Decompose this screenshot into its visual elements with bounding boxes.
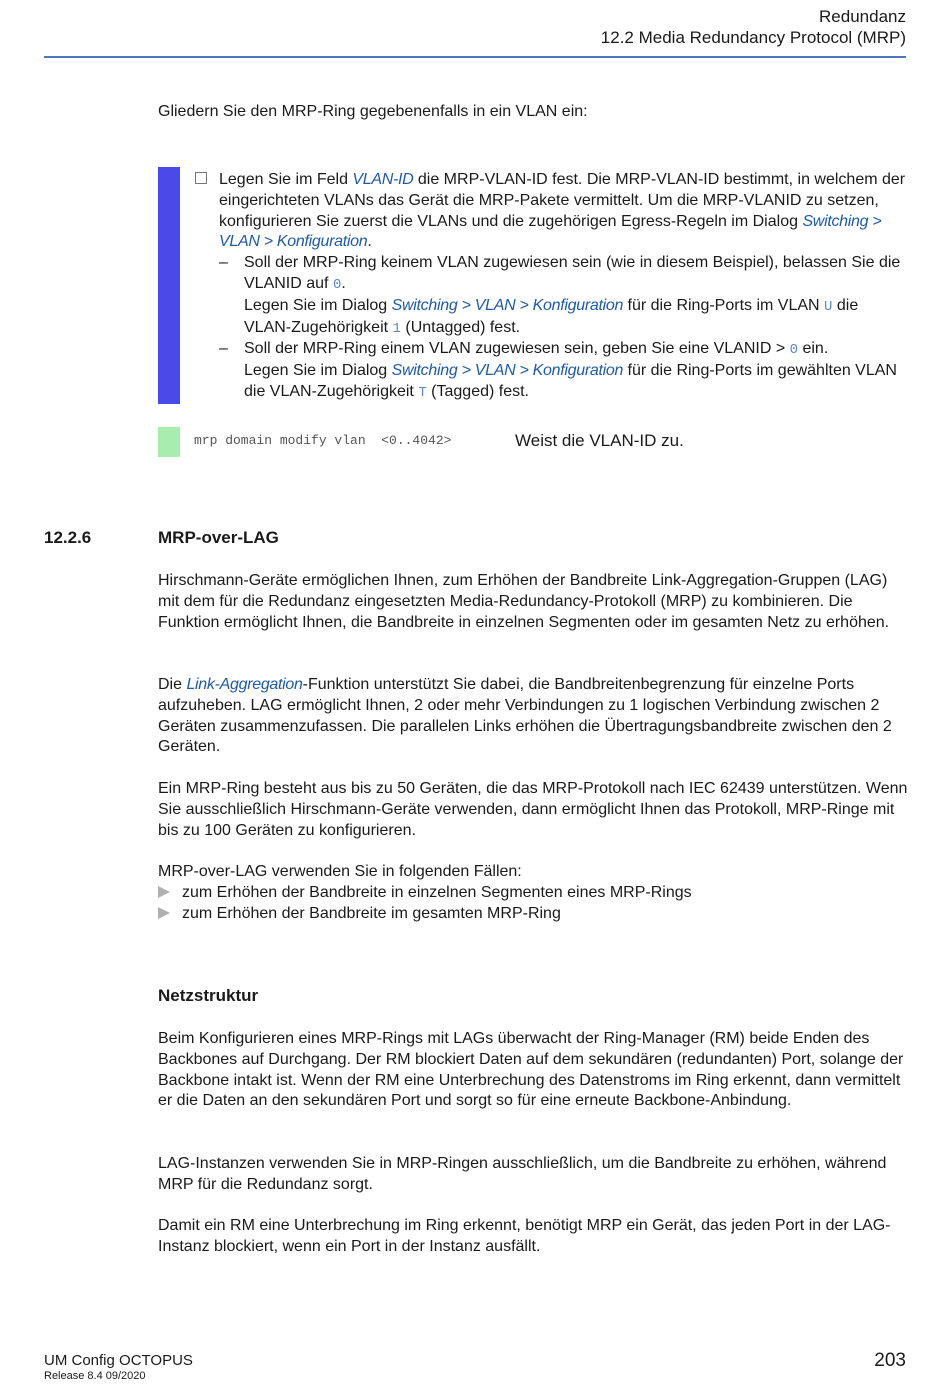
list-item: zum Erhöhen der Bandbreite in einzelnen Segmenten eines MRP-Rings [158, 883, 908, 904]
subheading-network-structure: Netzstruktur [158, 986, 259, 1005]
header [601, 6, 906, 48]
use-cases-lead: MRP-over-LAG verwenden Sie in folgenden Fällen: [158, 863, 522, 880]
vlan-config-dialog-link[interactable]: Switching > VLAN > Konfiguration [219, 212, 882, 251]
cli-command: mrp domain modify vlan <0..4042> [194, 433, 452, 448]
dash-icon: – [219, 254, 228, 272]
cli-marker-bar [158, 427, 180, 457]
cli-command-description: Weist die VLAN-ID zu. [515, 431, 684, 450]
page-number: 203 [874, 1350, 906, 1371]
paragraph-ring-manager: Beim Konfigurieren eines MRP-Rings mit LAGs überwacht der Ring-Manager (RM) beide Enden des Backbones auf Durchgang. Der RM blockiert Daten auf dem sekundären (redundanten) Port, solange der Backbone intakt ist. Wenn der RM eine Unterbrechung des Datenstroms im Ring erkennt, dann vermittelt er die Daten an den sekundären Port und sorgt so für eine erneute Backbone-Anbindung. [158, 1030, 904, 1110]
intro-text: Gliedern Sie den MRP-Ring gegebenenfalls in ein VLAN ein: [158, 103, 588, 120]
header-rule [44, 56, 906, 58]
vlan-config-dialog-link[interactable]: Switching > VLAN > Konfiguration [391, 362, 624, 380]
sub-item-untagged: – Soll der MRP-Ring keinem VLAN zugewiesen sein (wie in diesem Beispiel), belassen Sie die VLANID auf 0. Legen Sie im Dialog Switching > VLAN > Konfiguration für die Ring-Ports im VLAN U die VLAN-Zugehörigkeit 1 (Untagged) fest. [219, 254, 901, 337]
triangle-bullet-icon [158, 886, 170, 898]
paragraph-intro-lag: Hirschmann-Geräte ermöglichen Ihnen, zum Erhöhen der Bandbreite Link-Aggregation-Gruppen (LAG) mit dem für die Redundanz eingesetzten Media-Redundancy-Protokoll (MRP) zu kombinieren. Die Funktion ermöglicht Ihnen, die Bandbreite in einzelnen Segmenten oder im gesamten Netz zu erhöhen. [158, 572, 890, 631]
step-block [195, 170, 907, 404]
paragraph-use-cases [158, 862, 908, 924]
header-section: 12.2 Media Redundancy Protocol (MRP) [600, 28, 906, 47]
dash-icon: – [219, 340, 228, 358]
checkbox-icon [195, 172, 207, 184]
vlan-config-dialog-link[interactable]: Switching > VLAN > Konfiguration [391, 296, 624, 314]
section-title: MRP-over-LAG [158, 528, 279, 547]
triangle-bullet-icon [158, 907, 170, 919]
step-marker-bar [158, 167, 180, 404]
header-chapter: Redundanz [819, 7, 906, 26]
footer-doc-info [44, 1352, 193, 1383]
section-number: 12.2.6 [44, 528, 92, 547]
paragraph-port-blocking: Damit ein RM eine Unterbrechung im Ring erkennt, benötigt MRP ein Gerät, das jeden Port in der LAG-Instanz blockiert, wenn ein Port in der Instanz ausfällt. [158, 1217, 891, 1255]
list-item: zum Erhöhen der Bandbreite im gesamten MRP-Ring [158, 904, 908, 925]
step-item: Legen Sie im Feld VLAN-ID die MRP-VLAN-ID fest. Die MRP-VLAN-ID bestimmt, in welchem der eingerichteten VLANs das Gerät die MRP-Pakete vermittelt. Um die MRP-VLANID zu setzen, konfigurieren Sie zuerst die VLANs und die zugehörigen Egress-Regeln im Dialog Switching > VLAN > Konfiguration. [195, 170, 907, 253]
link-aggregation-link[interactable]: Link-Aggregation [186, 676, 303, 693]
footer-doc-title: UM Config OCTOPUS [44, 1352, 193, 1369]
sub-item-tagged: – Soll der MRP-Ring einem VLAN zugewiesen sein, geben Sie eine VLANID > 0 ein. Legen Sie im Dialog Switching > VLAN > Konfiguration für die Ring-Ports im gewählten VLAN die VLAN-Zugehörigkeit T (Tagged) fest. [219, 340, 897, 401]
footer-release: Release 8.4 09/2020 [44, 1370, 146, 1382]
paragraph-link-aggregation: Die Link-Aggregation-Funktion unterstützt Sie dabei, die Bandbreitenbegrenzung für einzelne Ports aufzuheben. LAG ermöglicht Ihnen, 2 oder mehr Verbindungen zu 1 logischen Verbindung zwischen 2 Geräten zusammenzufassen. Die parallelen Links erhöhen die Übertragungsbandbreite zwischen den 2 Geräten. [158, 676, 892, 756]
vlan-id-field-link[interactable]: VLAN-ID [352, 171, 414, 188]
paragraph-ring-size: Ein MRP-Ring besteht aus bis zu 50 Geräten, die das MRP-Protokoll nach IEC 62439 unterstützen. Wenn Sie ausschließlich Hirschmann-Geräte verwenden, dann ermöglicht Ihnen das Protokoll, MRP-Ringe mit bis zu 100 Geräten zu konfigurieren. [158, 780, 908, 839]
paragraph-lag-instances: LAG-Instanzen verwenden Sie in MRP-Ringen ausschließlich, um die Bandbreite zu erhöhen, während MRP für die Redundanz sorgt. [158, 1155, 887, 1193]
